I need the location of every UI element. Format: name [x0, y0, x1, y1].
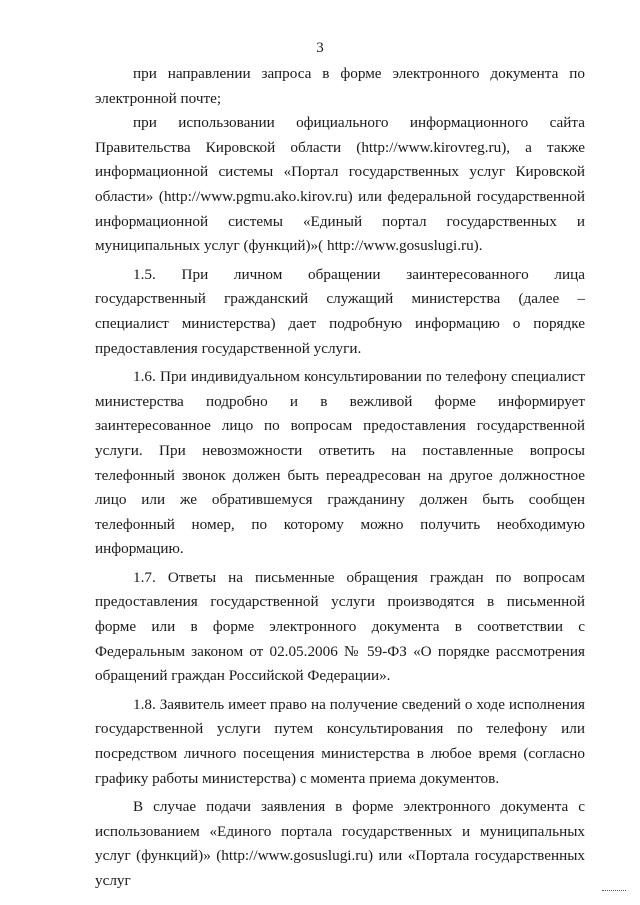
- paragraph-1-6: 1.6. При индивидуальном консультировании по телефону специалист министерства подробно и в вежливой форме информирует заинтересованное лицо по вопросам предоставления государственной услуги. При невозможности ответить на поставленные вопросы телефонный звонок должен быть переадресован на другое должностное лицо или же обратившемуся гражданину должен быть сообщен телефонный номер, по которому можно получить необходимую информацию.: [95, 368, 585, 558]
- paragraph-1-8: 1.8. Заявитель имеет право на получение сведений о ходе исполнения государственной услуги путем консультирования по телефону или посредством личного посещения министерства в любое время (согласно графику работы министерства) с момента приема документов.: [95, 695, 585, 787]
- document-body: [95, 62, 585, 894]
- paragraph-electronic-submission: В случае подачи заявления в форме электронного документа с использованием «Единого портала государственных и муниципальных услуг (функций)» (http://www.gosuslugi.ru) или «Портала государственных услуг: [95, 798, 585, 889]
- paragraph-1-7: 1.7. Ответы на письменные обращения граждан по вопросам предоставления государственной услуги производятся в письменной форме или в форме электронного документа в соответствии с Федеральным законом от 02.05.2006 № 59-ФЗ «О порядке рассмотрения обращений граждан Российской Федерации».: [95, 568, 585, 685]
- paragraph-official-sites: при использовании официального информационного сайта Правительства Кировской области (http://www.kirovreg.ru), а также информационной системы «Портал государственных услуг Кировской области» (http://www.pgmu.ako.kirov.ru) или федеральной государственной информационной системы «Единый портал государственных и муниципальных услуг (функций)»( http://www.gosuslugi.ru).: [95, 114, 585, 255]
- page-number: 3: [316, 40, 324, 56]
- paragraph-1-5: 1.5. При личном обращении заинтересованного лица государственный гражданский служащий министерства (далее – специалист министерства) дает подробную информацию о порядке предоставления государственной услуги.: [95, 265, 585, 357]
- paragraph-email-request: при направлении запроса в форме электронного документа по электронной почте;: [95, 65, 585, 107]
- scan-corner-mark: [602, 890, 626, 891]
